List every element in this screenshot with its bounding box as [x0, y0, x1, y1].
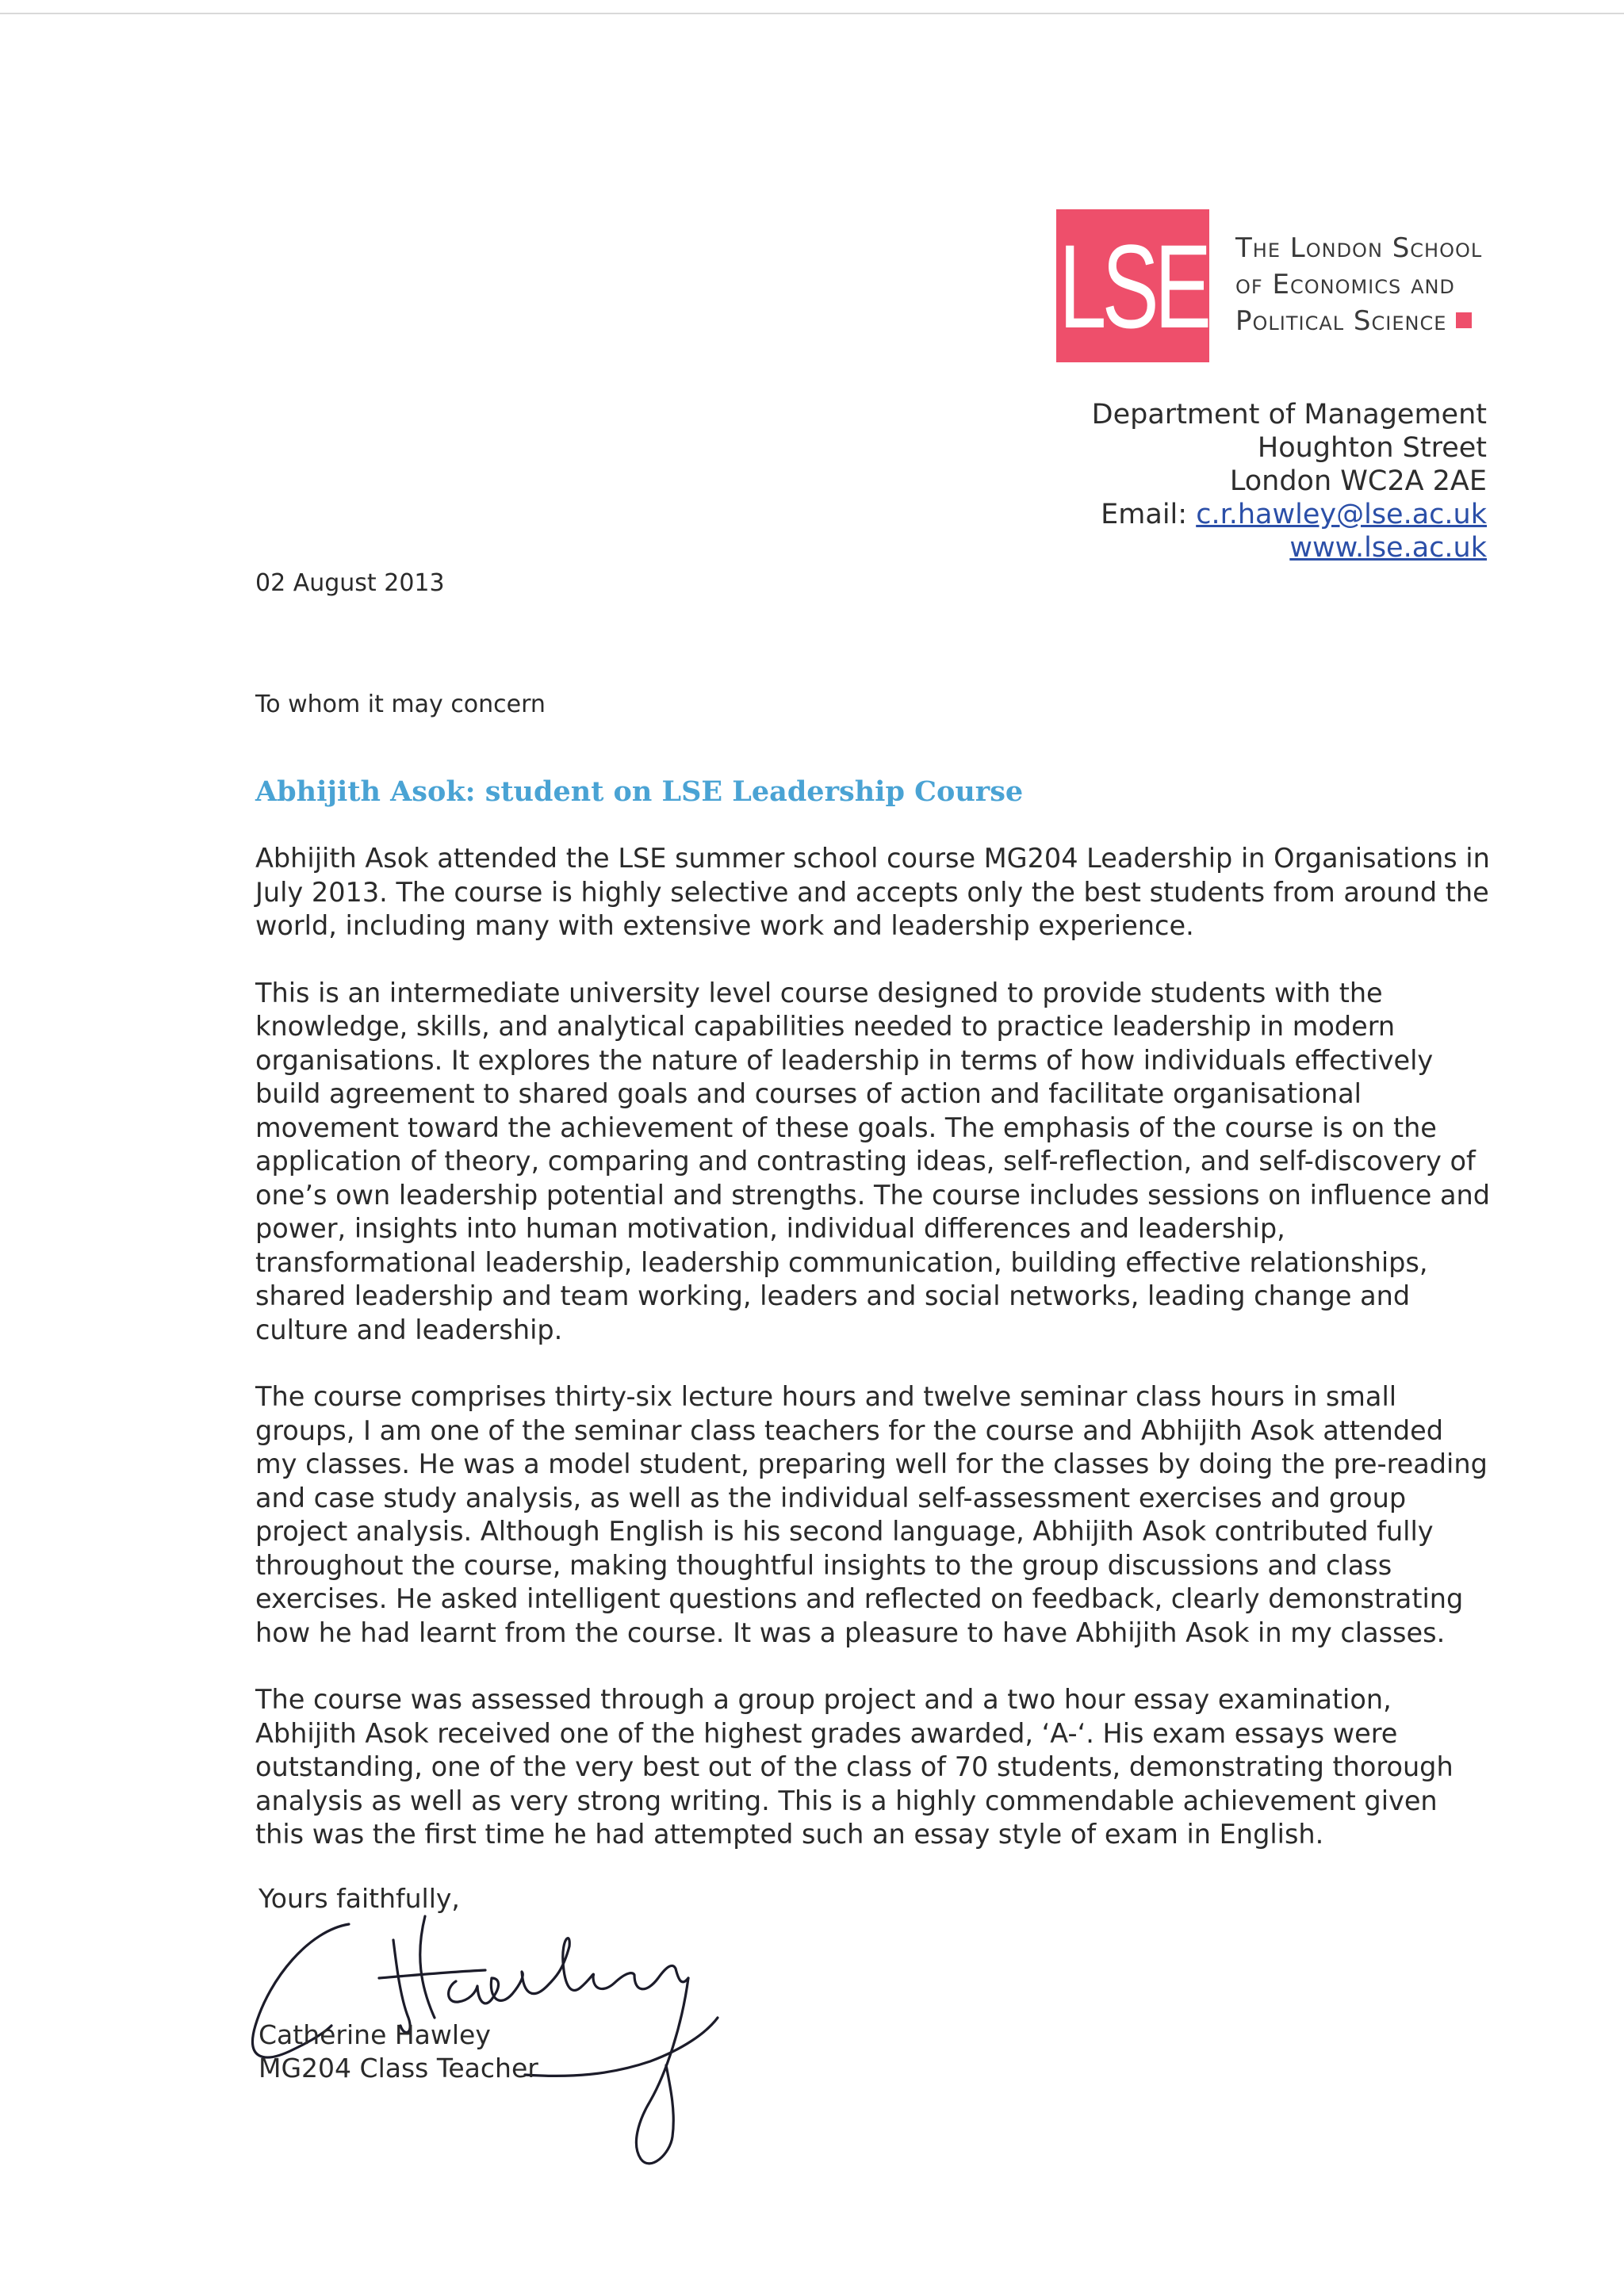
signatory-block — [259, 2019, 538, 2085]
logo-square-icon — [1456, 312, 1472, 328]
address-email-line — [932, 498, 1487, 531]
salutation: To whom it may concern — [255, 691, 546, 718]
body-paragraph-3: The course comprises thirty-six lecture hours and twelve seminar class hours in small groups, I am one of the seminar class teachers for the course and Abhijith Asok attended my classes. He was a model student, preparing well for the classes by doing the pre-reading and case study analysis, as well as the individual self-assessment exercises and group project analysis. Although English is his second language, Abhijith Asok contributed fully throughout the course, making thoughtful insights to the group discussions and class exercises. He asked intelligent questions and reflected on feedback, clearly demonstrating how he had learnt from the course. It was a pleasure to have Abhijith Asok in my classes. — [255, 1381, 1488, 1648]
subject-heading: Abhijith Asok: student on LSE Leadership Course — [255, 775, 1024, 808]
letter-date: 02 August 2013 — [255, 569, 445, 597]
scan-edge-line — [0, 13, 1624, 14]
sender-address — [932, 398, 1487, 564]
address-street: Houghton Street — [1257, 432, 1487, 464]
lse-logo-mark — [1056, 209, 1209, 362]
lse-logo-name — [1235, 230, 1497, 339]
lse-logo-text: LSE — [1059, 219, 1207, 353]
address-department: Department of Management — [1091, 399, 1487, 430]
signatory-title: MG204 Class Teacher — [259, 2053, 538, 2084]
signatory-name: Catherine Hawley — [259, 2019, 491, 2050]
closing-line: Yours faithfully, — [259, 1883, 460, 1914]
address-city: London WC2A 2AE — [1229, 465, 1487, 497]
body-paragraph-1: Abhijith Asok attended the LSE summer school course MG204 Leadership in Organisations in July 2013. The course is highly selective and accepts only the best students from around the world, including many with extensive work and leadership experience. — [255, 843, 1490, 941]
body-paragraph-2: This is an intermediate university level course designed to provide students with the knowledge, skills, and analytical capabilities needed to practice leadership in modern organisations. It explores the nature of leadership in terms of how individuals effectively build agreement to shared goals and courses of action and facilitate organisational movement toward the achievement of these goals. The emphasis of the course is on the application of theory, comparing and contrasting ideas, self-reflection, and self-discovery of one’s own leadership potential and strengths. The course includes sessions on influence and power, insights into human motivation, individual differences and leadership, transformational leadership, leadership communication, building effective relationships, shared leadership and team working, leaders and social networks, leading change and culture and leadership. — [255, 977, 1491, 1345]
website-link[interactable]: www.lse.ac.uk — [1289, 532, 1487, 564]
email-label: Email: — [1101, 499, 1197, 530]
email-link[interactable]: c.r.hawley@lse.ac.uk — [1196, 499, 1487, 530]
body-paragraph-4: The course was assessed through a group project and a two hour essay examination, Abhijith Asok received one of the highest grades awarded, ‘A-‘. His exam essays were outstanding, one of the very best out of the class of 70 students, demonstrating thorough analysis as well as very strong writing. This is a highly commendable achievement given this was the first time he had attempted such an essay style of exam in English. — [255, 1684, 1454, 1850]
address-website-line — [932, 531, 1487, 564]
logo-name-line-2: of Economics and — [1235, 269, 1455, 300]
logo-name-line-3 — [1235, 303, 1497, 339]
letter-body — [255, 842, 1492, 1885]
logo-name-line-1: The London School — [1235, 232, 1483, 264]
logo-name-line-3-text: Political Science — [1235, 305, 1447, 337]
